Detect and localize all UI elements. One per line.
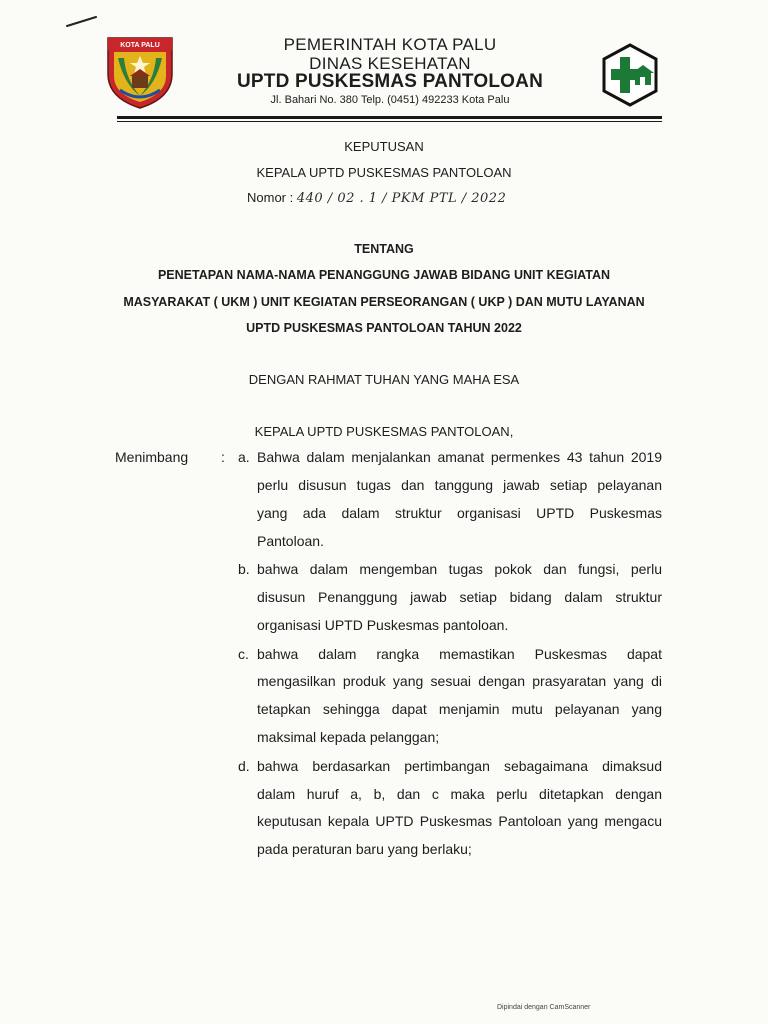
about-heading: TENTANG <box>354 242 414 256</box>
item-c-line-4: maksimal kepada pelanggan; <box>257 729 440 745</box>
letterhead-government: PEMERINTAH KOTA PALU <box>283 35 497 54</box>
item-a-line-2: perlu disusun tugas dan tanggung jawab setiap pelayanan <box>257 477 662 493</box>
letterhead-institution: UPTD PUSKESMAS PANTOLOAN <box>236 71 543 92</box>
item-letter-b: b. <box>238 561 250 577</box>
item-a-line-4: Pantoloan. <box>257 533 324 549</box>
subject-line-1: PENETAPAN NAMA-NAMA PENANGGUNG JAWAB BIDANG UNIT KEGIATAN <box>157 268 611 282</box>
letterhead-address: Jl. Bahari No. 380 Telp. (0451) 492233 Kota Palu <box>270 94 510 106</box>
item-a-line-3: yang ada dalam struktur organisasi UPTD Puskesmas <box>257 505 662 521</box>
item-a-line-1: Bahwa dalam menjalankan amanat permenkes 43 tahun 2019 <box>257 449 662 465</box>
kota-palu-emblem <box>104 34 176 110</box>
decision-number <box>247 190 506 206</box>
item-b-line-3: organisasi UPTD Puskesmas pantoloan. <box>257 617 509 633</box>
item-c-line-3: tetapkan sehingga dapat menjamin mutu pelayanan yang <box>257 701 662 717</box>
item-d-line-1: bahwa berdasarkan pertimbangan sebagaimana dimaksud <box>257 758 662 774</box>
item-letter-a: a. <box>238 449 250 465</box>
item-d-line-2: dalam huruf a, b, dan c maka perlu ditetapkan dengan <box>257 786 662 802</box>
invocation: DENGAN RAHMAT TUHAN YANG MAHA ESA <box>248 372 520 387</box>
considering-colon: : <box>221 449 225 465</box>
decision-number-label: Nomor : <box>247 190 294 205</box>
considering-label: Menimbang <box>115 449 189 465</box>
decision-issuer: KEPALA UPTD PUSKESMAS PANTOLOAN <box>256 165 512 180</box>
item-d-line-3: keputusan kepala UPTD Puskesmas Pantoloan yang mengacu <box>257 813 662 829</box>
subject-line-2: MASYARAKAT ( UKM ) UNIT KEGIATAN PERSEORANGAN ( UKP ) DAN MUTU LAYANAN <box>123 295 645 309</box>
decision-heading: KEPUTUSAN <box>344 139 424 154</box>
letterhead-rule-thick <box>117 116 662 119</box>
item-letter-c: c. <box>238 646 249 662</box>
issuer-closing: KEPALA UPTD PUSKESMAS PANTOLOAN, <box>254 424 514 439</box>
letterhead-department: DINAS KESEHATAN <box>309 54 471 73</box>
item-b-line-2: disusun Penanggung jawab setiap bidang dalam struktur <box>257 589 662 605</box>
item-letter-d: d. <box>238 758 250 774</box>
letterhead-rule-thin <box>117 121 662 122</box>
emblem-label: KOTA PALU <box>120 42 160 49</box>
item-c-line-1: bahwa dalam rangka memastikan Puskesmas dapat <box>257 646 662 662</box>
item-d-line-4: pada peraturan baru yang berlaku; <box>257 841 472 857</box>
subject-line-3: UPTD PUSKESMAS PANTOLOAN TAHUN 2022 <box>246 321 522 335</box>
pen-stroke-mark <box>66 14 98 28</box>
decision-number-handwritten: 440 / 02 . 1 / PKM PTL / 2022 <box>296 191 507 206</box>
puskesmas-cross-house-icon <box>598 43 662 107</box>
scanner-watermark: Dipindai dengan CamScanner <box>497 1004 591 1011</box>
item-c-line-2: mengasilkan produk yang sesuai dengan prasyaratan yang di <box>257 673 662 689</box>
item-b-line-1: bahwa dalam mengemban tugas pokok dan fungsi, perlu <box>257 561 662 577</box>
